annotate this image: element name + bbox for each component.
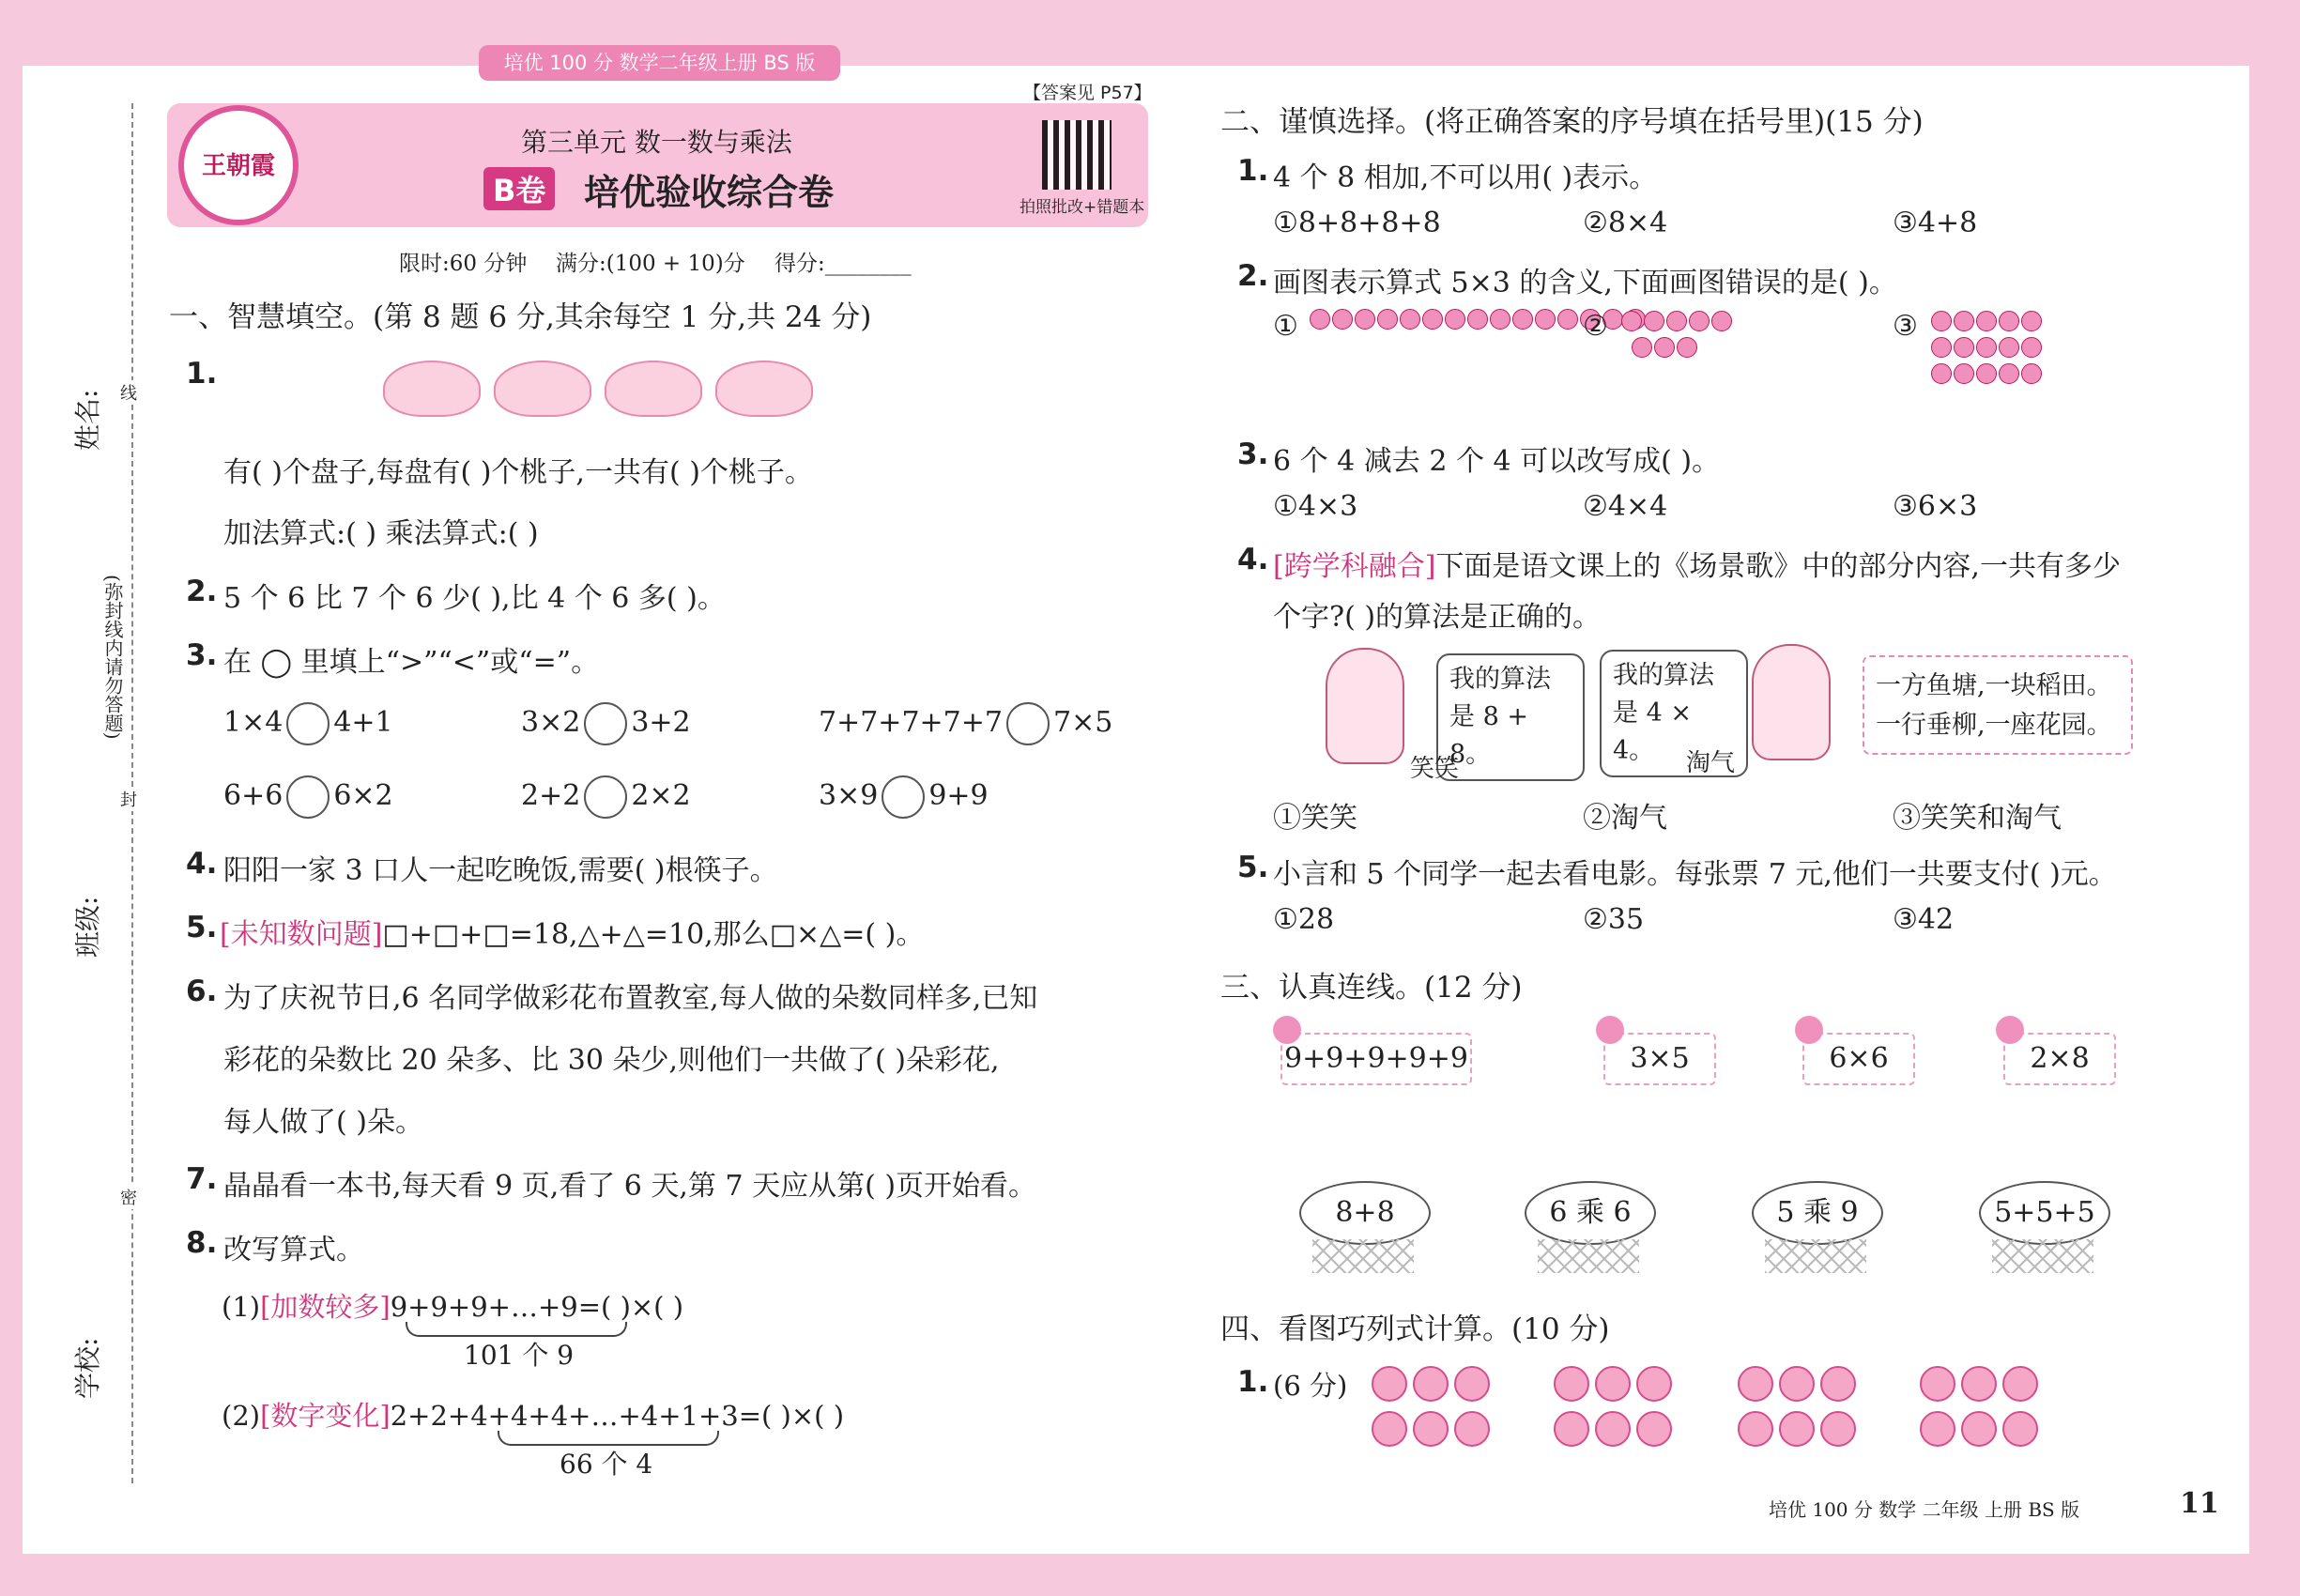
- seal-note: (弥封线内请勿答题): [101, 575, 124, 740]
- option: ③: [1893, 310, 1918, 343]
- peach-plate-icon: [715, 361, 813, 417]
- compare-row-2c: 3×9 9+9: [819, 775, 989, 819]
- question-number: 5.: [1237, 851, 1269, 884]
- option: ①28: [1273, 903, 1335, 936]
- section-2-heading: 二、谨慎选择。(将正确答案的序号填在括号里)(15 分): [1220, 105, 1924, 139]
- basket-net-icon: [1538, 1239, 1639, 1273]
- q6-line3: 每人做了( )朵。: [223, 1106, 423, 1139]
- option: ③4+8: [1893, 207, 1978, 239]
- dot-array-1: [1309, 308, 1378, 334]
- option: ②8×4: [1583, 207, 1668, 239]
- kid-label: 淘气: [1686, 749, 1736, 777]
- option: ③笑笑和淘气: [1893, 802, 2062, 835]
- basket-net-icon: [1765, 1239, 1866, 1273]
- brace-label: 66 个 4: [560, 1449, 653, 1480]
- compare-row-1b: 3×2 3+2: [521, 702, 691, 745]
- full-score: 满分:(100 + 10)分: [556, 252, 745, 276]
- q8-2: (2)[数字变化]2+2+4+4+4+…+4+1+3=( )×( ): [222, 1400, 845, 1432]
- ball-card[interactable]: 9+9+9+9+9: [1280, 1033, 1472, 1085]
- question-number: 2.: [186, 575, 218, 608]
- compare-circle[interactable]: [584, 775, 627, 819]
- section-4-heading: 四、看图巧列式计算。(10 分): [1220, 1312, 1610, 1346]
- q2-text: 5 个 6 比 7 个 6 少( ),比 4 个 6 多( )。: [223, 582, 726, 615]
- s2-q1: 4 个 8 相加,不可以用( )表示。: [1273, 161, 1658, 194]
- option: ①笑笑: [1273, 802, 1357, 835]
- qr-caption: 拍照批改+错题本: [1020, 198, 1145, 217]
- speech-bubble: 我的算法是 4 × 4。: [1600, 650, 1748, 777]
- peach-plate-icon: [494, 361, 591, 417]
- question-number: 1.: [1237, 154, 1269, 188]
- question-number: 8.: [186, 1226, 218, 1260]
- peach-plate-icon: [383, 361, 481, 417]
- answer-reference: 【答案见 P57】: [1023, 83, 1152, 103]
- option: ③6×3: [1893, 490, 1978, 523]
- flower-group: [1551, 1363, 1682, 1453]
- poem-box: 一方鱼塘,一块稻田。 一行垂柳,一座花园。: [1863, 655, 2133, 755]
- q1-line2: 加法算式:( ) 乘法算式:( ): [223, 517, 539, 550]
- q4-text: 阳阳一家 3 口人一起吃晚饭,需要( )根筷子。: [223, 854, 778, 887]
- s2-q4-line1: [跨学科融合]下面是语文课上的《场景歌》中的部分内容,一共有多少: [1273, 550, 2121, 583]
- compare-row-2: 6+6 6×2: [223, 775, 393, 819]
- basket-label[interactable]: 5 乘 9: [1752, 1181, 1883, 1245]
- q5-line: [未知数问题]□+□+□=18,△+△=10,那么□×△=( )。: [220, 918, 925, 951]
- ball-card[interactable]: 3×5: [1603, 1033, 1716, 1085]
- question-number: 6.: [186, 974, 218, 1008]
- volume-badge: B卷: [483, 167, 555, 210]
- q8-text: 改写算式。: [223, 1234, 364, 1266]
- page-number: 11: [2180, 1487, 2219, 1520]
- unit-title: 第三单元 数一数与乘法: [521, 127, 792, 158]
- q3-text: 在 ◯ 里填上“>”“<”或“=”。: [223, 646, 600, 679]
- option: ②: [1583, 310, 1608, 343]
- basketball-icon: [1996, 1016, 2024, 1044]
- seal-line-char: 密: [120, 1185, 137, 1209]
- option: ①4×3: [1273, 490, 1358, 523]
- q6-line1: 为了庆祝节日,6 名同学做彩花布置教室,每人做的朵数同样多,已知: [223, 982, 1038, 1015]
- question-number: 3.: [1237, 437, 1269, 471]
- boy-illustration: [1752, 644, 1831, 760]
- basketball-icon: [1795, 1016, 1823, 1044]
- question-number: 3.: [186, 638, 218, 672]
- seal-line-char: 封: [120, 787, 137, 811]
- q8-1: (1)[加数较多]9+9+9+…+9=( )×( ): [222, 1291, 684, 1323]
- brace-label: 101 个 9: [464, 1340, 575, 1371]
- option: ②4×4: [1583, 490, 1668, 523]
- basket-label[interactable]: 5+5+5: [1979, 1181, 2110, 1245]
- flower-group: [1735, 1363, 1866, 1453]
- kid-label: 笑笑: [1410, 755, 1460, 783]
- seal-line-char: 线: [120, 380, 137, 405]
- question-number: 1.: [186, 357, 218, 391]
- basket-net-icon: [1312, 1239, 1414, 1273]
- compare-circle[interactable]: [1006, 702, 1050, 745]
- footer-info: 培优 100 分 数学 二年级 上册 BS 版: [1769, 1498, 2080, 1521]
- publisher-logo: 王朝霞: [178, 105, 299, 225]
- option: ②淘气: [1583, 802, 1667, 835]
- peach-plate-icon: [605, 361, 702, 417]
- question-number: 5.: [186, 911, 218, 944]
- compare-row-1c: 7+7+7+7+7 7×5: [819, 702, 1112, 745]
- basketball-icon: [1596, 1016, 1624, 1044]
- flower-group: [1917, 1363, 2048, 1453]
- q7-text: 晶晶看一本书,每天看 9 页,看了 6 天,第 7 天应从第( )页开始看。: [223, 1170, 1037, 1203]
- flower-group: [1369, 1363, 1500, 1453]
- basket-label[interactable]: 6 乘 6: [1525, 1181, 1656, 1245]
- q5-tag: [未知数问题]: [220, 918, 383, 951]
- option: ①8+8+8+8: [1273, 207, 1441, 239]
- score-got: 得分:________: [774, 252, 912, 276]
- s2-q4-line2: 个字?( )的算法是正确的。: [1273, 601, 1602, 634]
- school-label: 学校:: [72, 1337, 103, 1399]
- section-3-heading: 三、认真连线。(12 分): [1220, 971, 1523, 1005]
- option: ③42: [1893, 903, 1955, 936]
- s2-q5: 小言和 5 个同学一起去看电影。每张票 7 元,他们一共要支付( )元。: [1273, 858, 2117, 891]
- s4-q1: (6 分): [1273, 1370, 1348, 1402]
- q1-line1: 有( )个盘子,每盘有( )个桃子,一共有( )个桃子。: [223, 456, 813, 489]
- question-number: 7.: [186, 1162, 218, 1196]
- s2-q2: 画图表示算式 5×3 的含义,下面画图错误的是( )。: [1273, 267, 1897, 299]
- q6-line2: 彩花的朵数比 20 朵多、比 30 朵少,则他们一共做了( )朵彩花,: [223, 1044, 1000, 1077]
- option: ①: [1273, 310, 1298, 343]
- name-label: 姓名:: [72, 389, 103, 451]
- compare-circle[interactable]: [286, 702, 330, 745]
- basket-label[interactable]: 8+8: [1299, 1181, 1431, 1245]
- class-label: 班级:: [72, 896, 103, 958]
- girl-illustration: [1326, 648, 1404, 764]
- option: ②35: [1583, 903, 1645, 936]
- ball-card[interactable]: 6×6: [1802, 1033, 1915, 1085]
- compare-circle[interactable]: [286, 775, 330, 819]
- basketball-icon: [1273, 1016, 1301, 1044]
- basket-net-icon: [1992, 1239, 2093, 1273]
- question-number: 1.: [1237, 1365, 1269, 1399]
- compare-circle[interactable]: [882, 775, 925, 819]
- compare-row-1: 1×4 4+1: [223, 702, 393, 745]
- peach-plates: [383, 361, 826, 421]
- question-number: 2.: [1237, 259, 1269, 293]
- header-tab: 培优 100 分 数学二年级上册 BS 版: [479, 45, 840, 81]
- compare-row-2b: 2+2 2×2: [521, 775, 691, 819]
- ball-card[interactable]: 2×8: [2003, 1033, 2116, 1085]
- question-number: 4.: [1237, 543, 1269, 576]
- speech-bubble: 我的算法是 8 + 8。: [1436, 653, 1585, 781]
- paper-title: 培优验收综合卷: [584, 172, 835, 213]
- s2-q3: 6 个 4 减去 2 个 4 可以改写成( )。: [1273, 445, 1721, 478]
- dot-array-2: [1620, 310, 1735, 362]
- question-number: 4.: [186, 847, 218, 881]
- time-limit: 限时:60 分钟: [399, 252, 528, 276]
- compare-circle[interactable]: [584, 702, 627, 745]
- qr-code-icon[interactable]: [1042, 120, 1112, 190]
- section-1-heading: 一、智慧填空。(第 8 题 6 分,其余每空 1 分,共 24 分): [169, 300, 872, 334]
- dot-array-3: [1930, 310, 2045, 389]
